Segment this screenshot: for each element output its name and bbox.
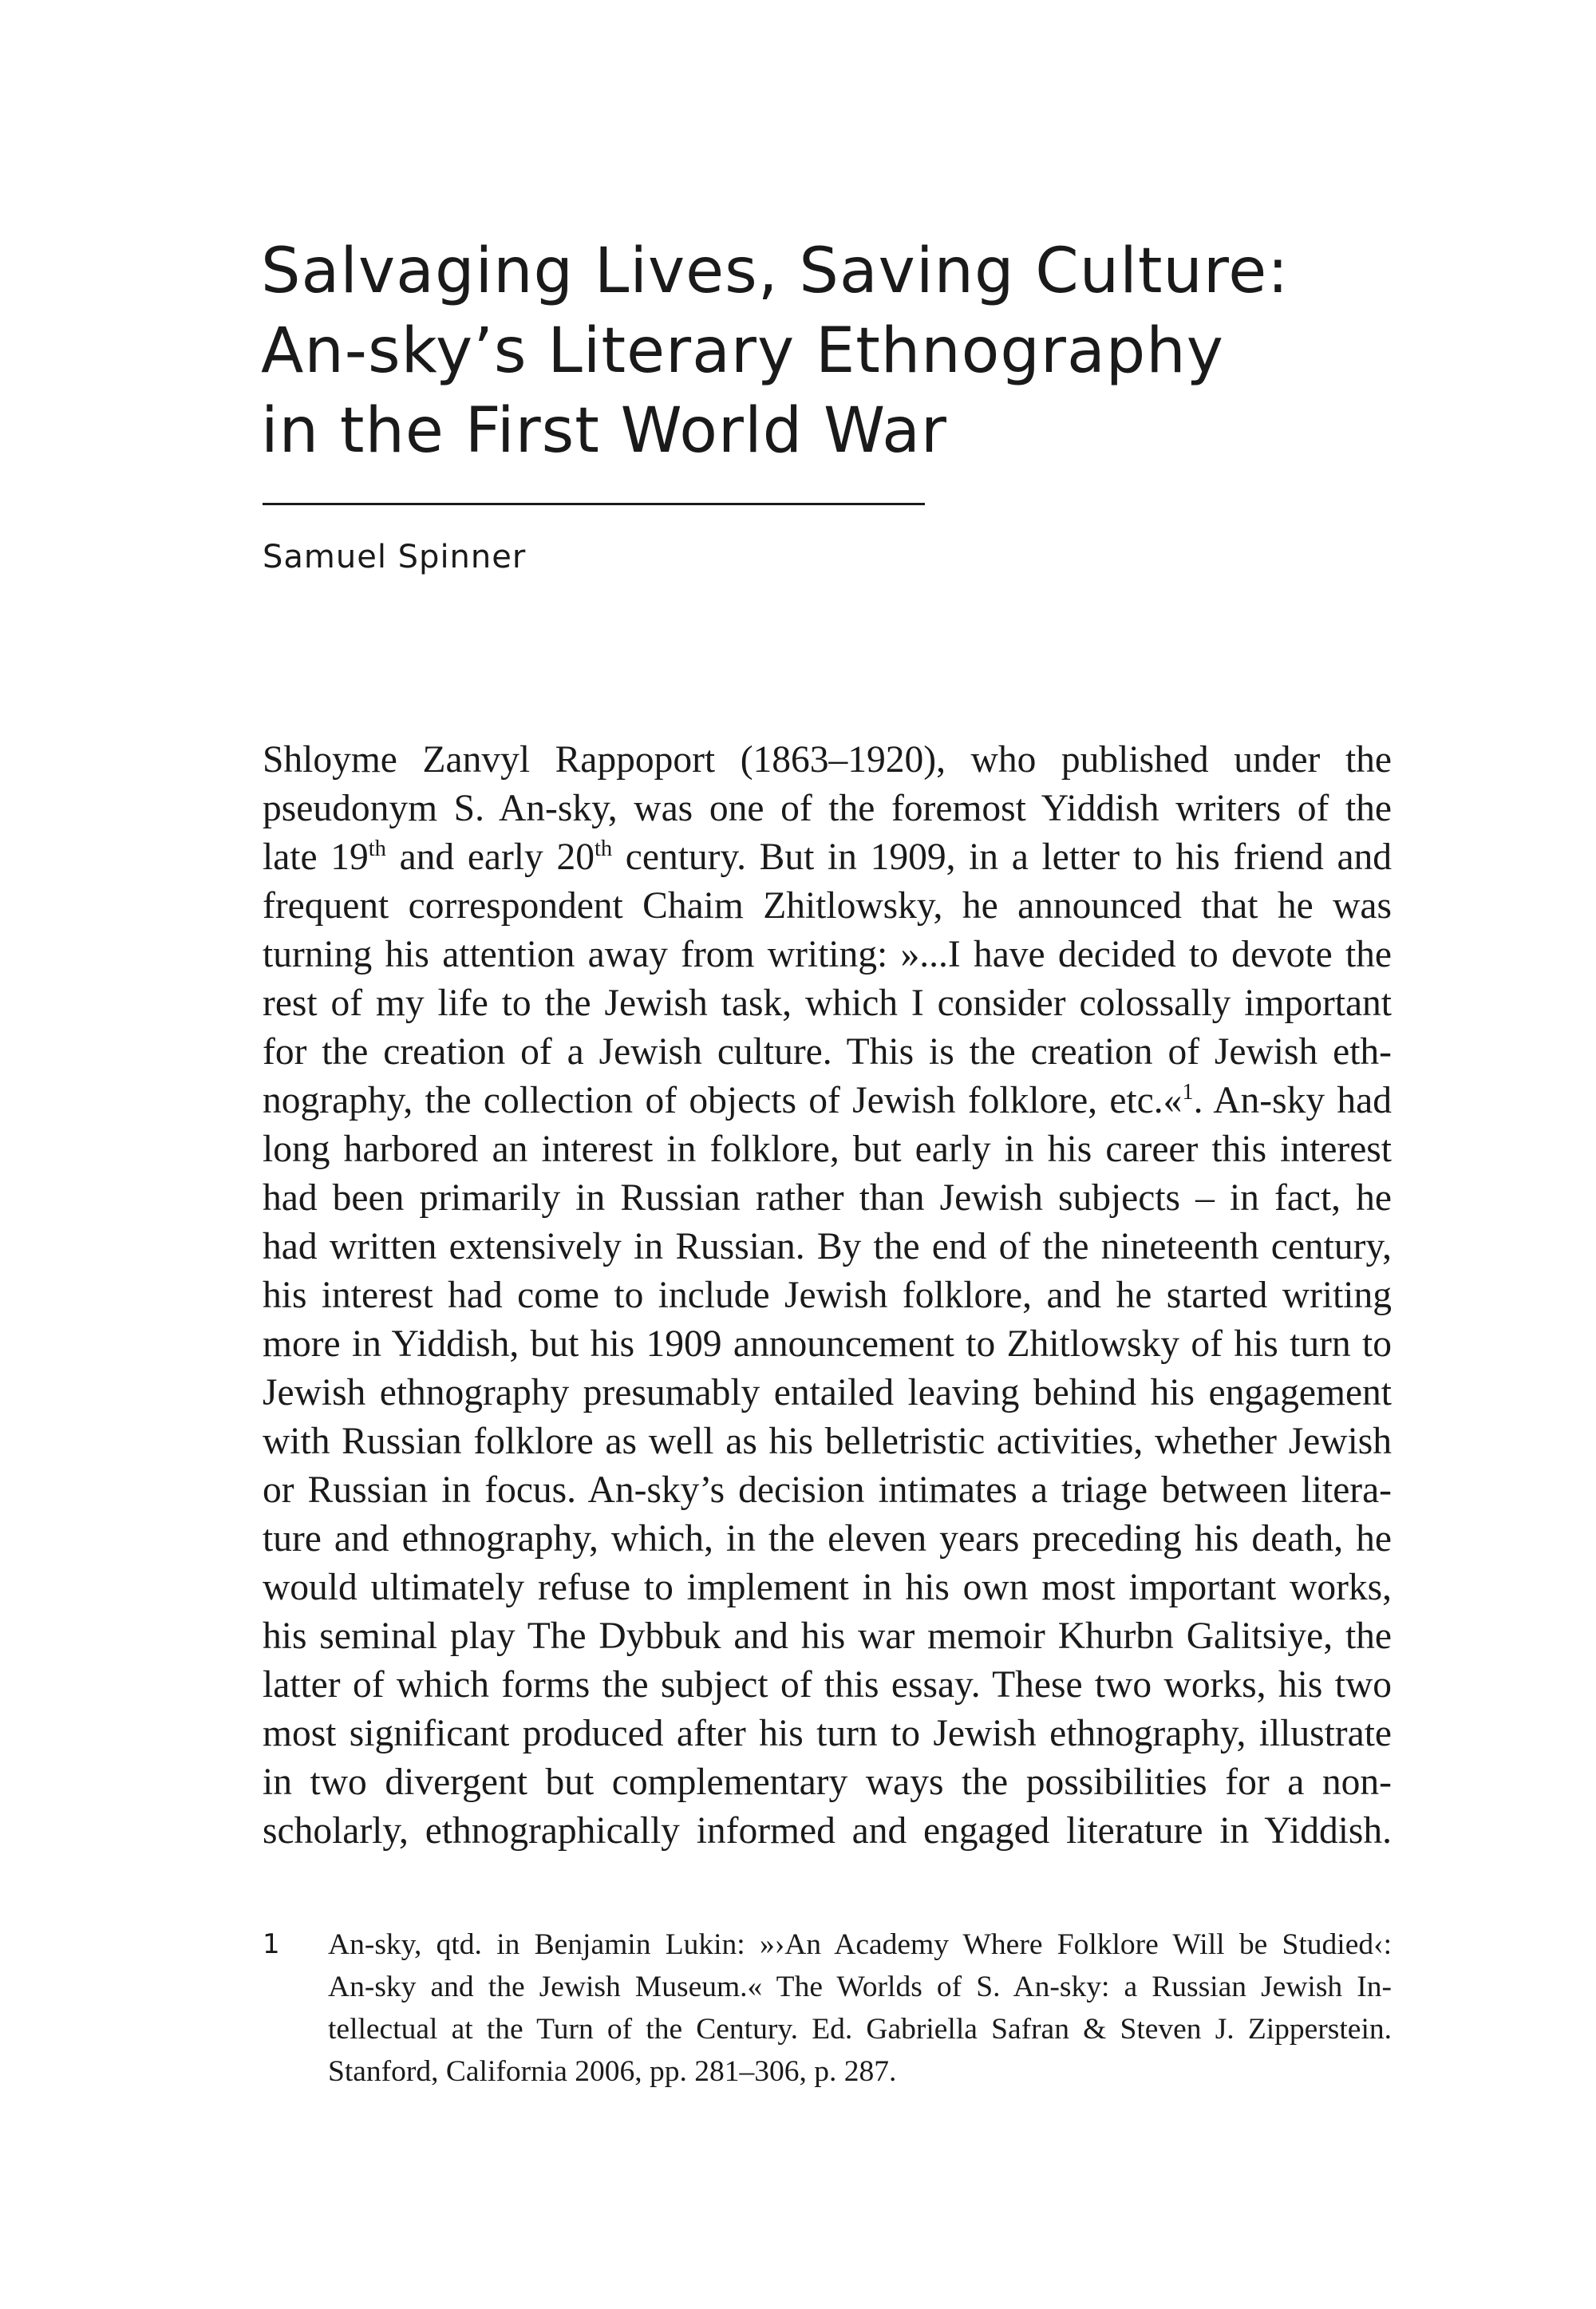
footnote-line: tellectual at the Turn of the Century. Ed. Gabriella Safran & Steven J. Zipperstein.: [328, 2013, 1392, 2046]
text-line: turning his attention away from writing: »...I have decided to devote the: [263, 934, 1392, 975]
text-line: his interest had come to include Jewish folklore, and he started writing: [263, 1275, 1392, 1316]
text-line: would ultimately refuse to implement in his own most important works,: [263, 1567, 1392, 1608]
text-line: rest of my life to the Jewish task, which I consider colossally important: [263, 983, 1392, 1024]
text-line: had written extensively in Russian. By the end of the nineteenth century,: [263, 1226, 1392, 1267]
text-line: or Russian in focus. An-sky’s decision intimates a triage between litera-: [263, 1469, 1392, 1511]
text-line: pseudonym S. An-sky, was one of the foremost Yiddish writers of the: [263, 788, 1392, 829]
superscript: th: [594, 836, 613, 862]
title-line: in the First World War: [261, 395, 947, 467]
text-line: had been primarily in Russian rather than Jewish subjects – in fact, he: [263, 1177, 1392, 1219]
footnote-line: An-sky, qtd. in Benjamin Lukin: »›An Academy Where Folklore Will be Studied‹:: [328, 1928, 1392, 1961]
text-line: [263, 1077, 1392, 1125]
footnote-line: Stanford, California 2006, pp. 281–306, p. 287.: [328, 2055, 897, 2088]
footnote: [263, 1924, 1392, 2093]
footnote-number: 1: [263, 1928, 280, 1960]
text-line: ture and ethnography, which, in the eleven years preceding his death, he: [263, 1518, 1392, 1560]
body-paragraph: [263, 736, 1392, 1856]
footnote-reference[interactable]: 1: [1182, 1080, 1194, 1105]
text-fragment: and early: [399, 836, 543, 878]
text-line: in two divergent but complementary ways the possibilities for a non-: [263, 1761, 1392, 1803]
footnote-text: [328, 1924, 1392, 2093]
text-fragment: 20: [556, 836, 595, 878]
text-fragment: . An-sky had: [1193, 1080, 1392, 1121]
text-line: for the creation of a Jewish culture. This is the creation of Jewish eth-: [263, 1031, 1392, 1073]
text-fragment: century. But in 1909, in a letter to his friend and: [625, 836, 1393, 878]
author-name: Samuel Spinner: [263, 539, 527, 575]
text-line: most significant produced after his turn to Jewish ethnography, illustrate: [263, 1713, 1392, 1754]
text-line: latter of which forms the subject of this essay. These two works, his two: [263, 1664, 1392, 1706]
text-fragment: late 19: [263, 836, 369, 878]
article-title: [261, 231, 1418, 471]
text-line: frequent correspondent Chaim Zhitlowsky, he announced that he was: [263, 885, 1392, 927]
text-line: [263, 833, 1392, 882]
footnote-line: An-sky and the Jewish Museum.« The Worlds of S. An-sky: a Russian Jewish In-: [328, 1971, 1392, 2003]
text-line: with Russian folklore as well as his belletristic activities, whether Jewish: [263, 1421, 1392, 1462]
text-line: long harbored an interest in folklore, but early in his career this interest: [263, 1129, 1392, 1170]
text-line: his seminal play The Dybbuk and his war memoir Khurbn Galitsiye, the: [263, 1615, 1392, 1657]
superscript: th: [368, 836, 386, 862]
text-line: Jewish ethnography presumably entailed leaving behind his engagement: [263, 1372, 1392, 1413]
text-line: Shloyme Zanvyl Rappoport (1863–1920), who published under the: [263, 739, 1392, 781]
title-divider: [263, 503, 925, 505]
title-line: Salvaging Lives, Saving Culture:: [261, 235, 1290, 307]
text-fragment: nography, the collection of objects of Jewish folklore, etc.«: [263, 1080, 1183, 1121]
title-line: An-sky’s Literary Ethnography: [261, 315, 1224, 387]
text-line: more in Yiddish, but his 1909 announcement to Zhitlowsky of his turn to: [263, 1323, 1392, 1365]
text-line: scholarly, ethnographically informed and engaged literature in Yiddish.: [263, 1810, 1392, 1852]
